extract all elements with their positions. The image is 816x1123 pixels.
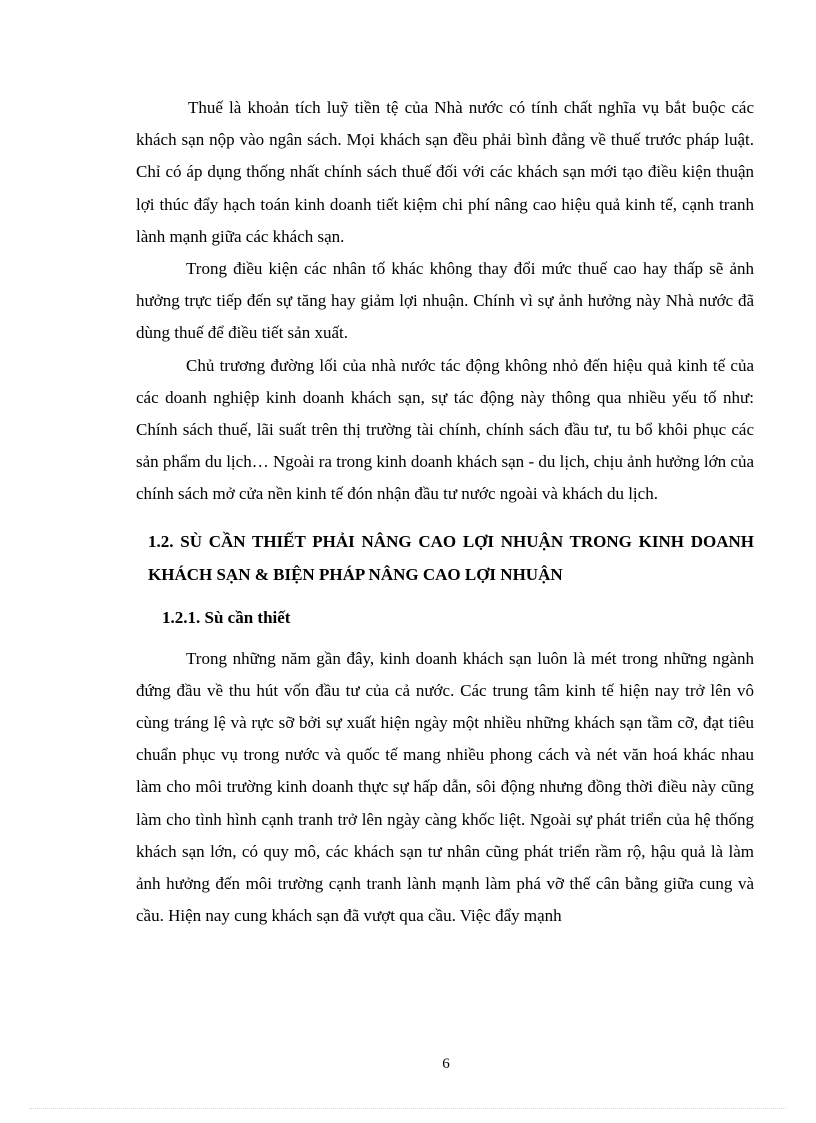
- page-number: 6: [442, 1056, 450, 1072]
- paragraph-necessity: Trong những năm gần đây, kinh doanh khách sạn luôn là mét trong những ngành đứng đầu về thu hút vốn đầu tư của cả nước. Các trung tâm kinh tế hiện nay trở lên vô cùng tráng lệ và rực sỡ bởi sự xuất hiện ngày một nhiều những khách sạn tầm cỡ, đạt tiêu chuẩn phục vụ trong nước và quốc tế mang nhiều phong cách và nét văn hoá khác nhau làm cho môi trường kinh doanh thực sự hấp dẫn, sôi động nhưng đồng thời điều này cũng làm cho tình hình cạnh tranh trở lên ngày càng khốc liệt. Ngoài sự phát triển của hệ thống khách sạn lớn, có quy mô, các khách sạn tư nhân cũng phát triển rầm rộ, hậu quả là làm ảnh hưởng đến môi trường cạnh tranh lành mạnh làm phá vỡ thế cân bằng giữa cung và cầu. Hiện nay cung khách sạn đã vượt qua cầu. Việc đẩy mạnh: [136, 648, 754, 926]
- subsection-heading: 1.2.1. Sù cần thiết: [162, 607, 291, 627]
- page-bottom-divider: [30, 1108, 786, 1109]
- section-heading: 1.2. SÙ CẦN THIẾT PHẢI NÂNG CAO LỢI NHUẬN TRONG KINH DOANH KHÁCH SẠN & BIỆN PHÁP NÂNG CAO LỢI NHUẬN: [148, 531, 754, 584]
- paragraph-state-policy: Chủ trương đường lối của nhà nước tác động không nhỏ đến hiệu quả kinh tế của các doanh nghiệp kinh doanh khách sạn, sự tác động này thông qua nhiều yếu tố như: Chính sách thuế, lãi suất trên thị trường tài chính, chính sách đầu tư, tu bổ khôi phục các sản phẩm du lịch… Ngoài ra trong kinh doanh khách sạn - du lịch, chịu ảnh hưởng lớn của chính sách mở cửa nền kinh tế đón nhận đầu tư nước ngoài và khách du lịch.: [136, 355, 754, 504]
- paragraph-tax-definition: Thuế là khoản tích luỹ tiền tệ của Nhà nước có tính chất nghĩa vụ bắt buộc các khách sạn nộp vào ngân sách. Mọi khách sạn đều phải bình đẳng về thuế trước pháp luật. Chỉ có áp dụng thống nhất chính sách thuế đối với các khách sạn mới tạo điều kiện thuận lợi thúc đẩy hạch toán kinh doanh tiết kiệm chi phí nâng cao hiệu quả kinh tế, cạnh tranh lành mạnh giữa các khách sạn.: [136, 98, 754, 246]
- paragraph-tax-impact: Trong điều kiện các nhân tố khác không thay đổi mức thuế cao hay thấp sẽ ảnh hưởng trực tiếp đến sự tăng hay giảm lợi nhuận. Chính vì sự ảnh hưởng này Nhà nước đã dùng thuế để điều tiết sản xuất.: [136, 259, 754, 343]
- document-page: [136, 92, 754, 932]
